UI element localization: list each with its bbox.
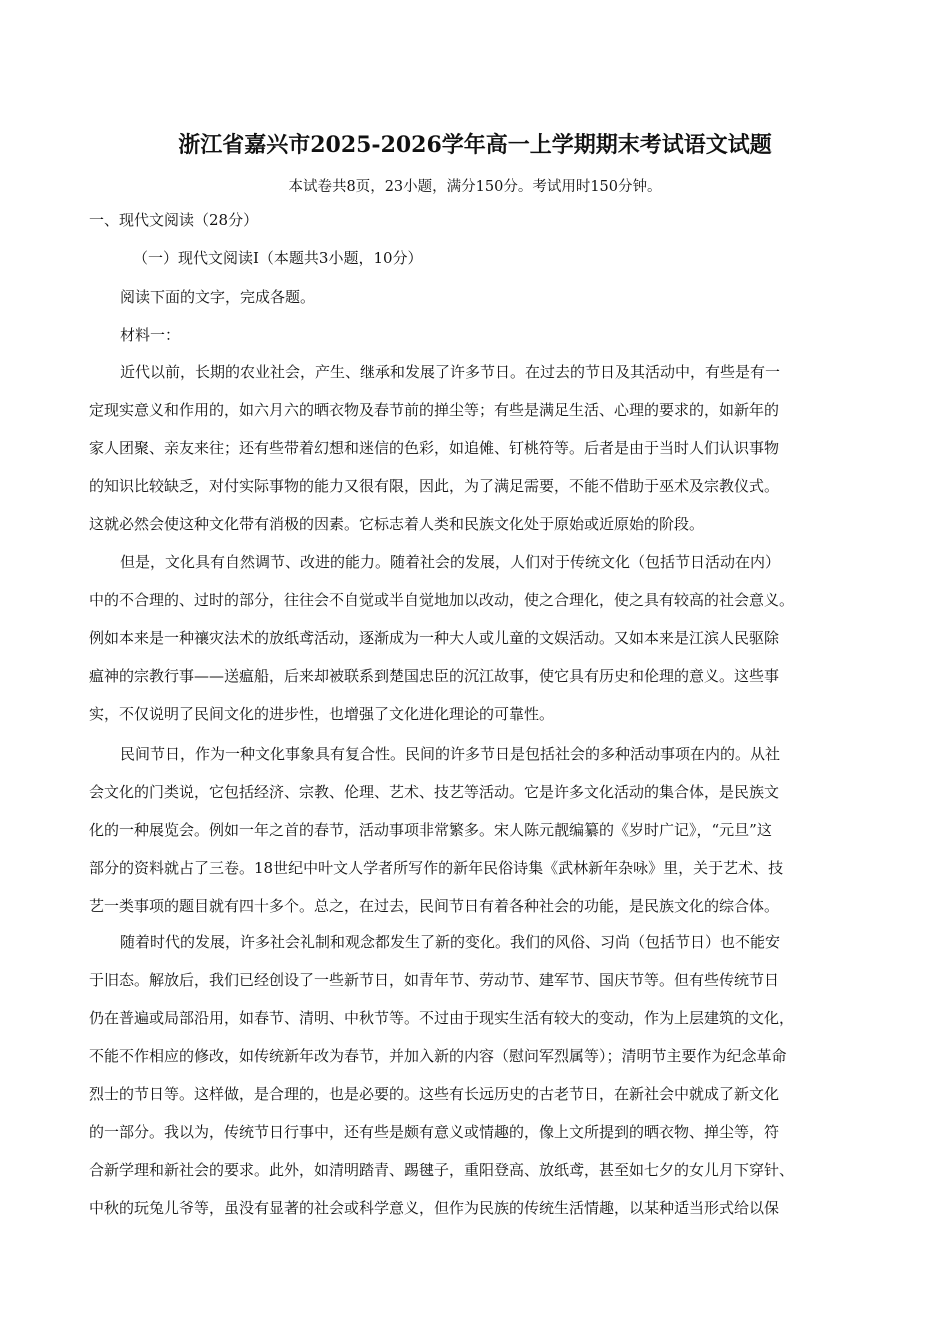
paragraph-line: 中秋的玩兔儿爷等，虽没有显著的社会或科学意义，但作为民族的传统生活情趣，以某种适当形式给以保 — [89, 1199, 780, 1217]
paragraph-line: 定现实意义和作用的，如六月六的晒衣物及春节前的掸尘等；有些是满足生活、心理的要求的，如新年的 — [89, 401, 780, 419]
section-heading: 一、现代文阅读（28分） — [89, 211, 259, 229]
subsection-heading: （一）现代文阅读Ⅰ（本题共3小题，10分） — [133, 249, 423, 267]
paragraph-1 — [89, 362, 864, 552]
paragraph-line: 例如本来是一种禳灾法术的放纸鸢活动，逐渐成为一种大人或儿童的文娱活动。又如本来是江滨人民驱除 — [89, 629, 780, 647]
paragraph-line: 随着时代的发展，许多社会礼制和观念都发生了新的变化。我们的风俗、习尚（包括节日）也不能安 — [120, 933, 781, 951]
paragraph-line: 中的不合理的、过时的部分，往往会不自觉或半自觉地加以改动，使之合理化，使之具有较高的社会意义。 — [89, 591, 795, 609]
material-label: 材料一： — [120, 326, 181, 344]
paragraph-line: 烈士的节日等。这样做，是合理的，也是必要的。这些有长远历史的古老节日，在新社会中就成了新文化 — [89, 1085, 780, 1103]
document-title: 浙江省嘉兴市2025-2026学年高一上学期期末考试语文试题 — [178, 132, 772, 158]
paragraph-line: 家人团聚、亲友来往；还有些带着幻想和迷信的色彩，如追傩、钉桃符等。后者是由于当时人们认识事物 — [89, 439, 780, 457]
paragraph-line: 不能不作相应的修改，如传统新年改为春节，并加入新的内容（慰问军烈属等）；清明节主要作为纪念革命 — [89, 1047, 787, 1065]
paragraph-line: 民间节日，作为一种文化事象具有复合性。民间的许多节日是包括社会的多种活动事项在内的。从社 — [120, 745, 781, 763]
paragraph-line: 瘟神的宗教行事——送瘟船，后来却被联系到楚国忠臣的沉江故事，使它具有历史和伦理的意义。这些事 — [89, 667, 780, 685]
paragraph-line: 这就必然会使这种文化带有消极的因素。它标志着人类和民族文化处于原始或近原始的阶段。 — [89, 515, 705, 533]
paragraph-line: 艺一类事项的题目就有四十多个。总之，在过去，民间节日有着各种社会的功能，是民族文化的综合体。 — [89, 897, 780, 915]
paragraph-line: 部分的资料就占了三卷。18世纪中叶文人学者所写作的新年民俗诗集《武林新年杂咏》里，关于艺术、技 — [89, 859, 784, 877]
paragraph-line: 实，不仅说明了民间文化的进步性，也增强了文化进化理论的可靠性。 — [89, 705, 555, 723]
reading-instruction: 阅读下面的文字，完成各题。 — [120, 288, 316, 306]
paragraph-line: 合新学理和新社会的要求。此外，如清明踏青、踢毽子，重阳登高、放纸鸢，甚至如七夕的女儿月下穿针、 — [89, 1161, 795, 1179]
paragraph-line: 的一部分。我以为，传统节日行事中，还有些是颇有意义或情趣的，像上文所提到的晒衣物、掸尘等，符 — [89, 1123, 780, 1141]
exam-info: 本试卷共8页，23小题，满分150分。考试用时150分钟。 — [288, 179, 662, 195]
paragraph-line: 仍在普遍或局部沿用，如春节、清明、中秋节等。不过由于现实生活有较大的变动，作为上层建筑的文化， — [89, 1009, 795, 1027]
paragraph-line: 化的一种展览会。例如一年之首的春节，活动事项非常繁多。宋人陈元靓编纂的《岁时广记》，“元旦”这 — [89, 821, 772, 839]
paragraph-3 — [89, 744, 864, 934]
paragraph-line: 于旧态。解放后，我们已经创设了一些新节日，如青年节、劳动节、建军节、国庆节等。但有些传统节日 — [89, 971, 780, 989]
paragraph-line: 但是，文化具有自然调节、改进的能力。随着社会的发展，人们对于传统文化（包括节日活动在内） — [120, 553, 781, 571]
paragraph-line: 会文化的门类说，它包括经济、宗教、伦理、艺术、技艺等活动。它是许多文化活动的集合体，是民族文 — [89, 783, 780, 801]
paragraph-4 — [89, 932, 864, 1236]
paragraph-line: 的知识比较缺乏，对付实际事物的能力又很有限，因此，为了满足需要，不能不借助于巫术及宗教仪式。 — [89, 477, 780, 495]
paragraph-2 — [89, 552, 864, 742]
paragraph-line: 近代以前，长期的农业社会，产生、继承和发展了许多节日。在过去的节日及其活动中，有些是有一 — [120, 363, 781, 381]
